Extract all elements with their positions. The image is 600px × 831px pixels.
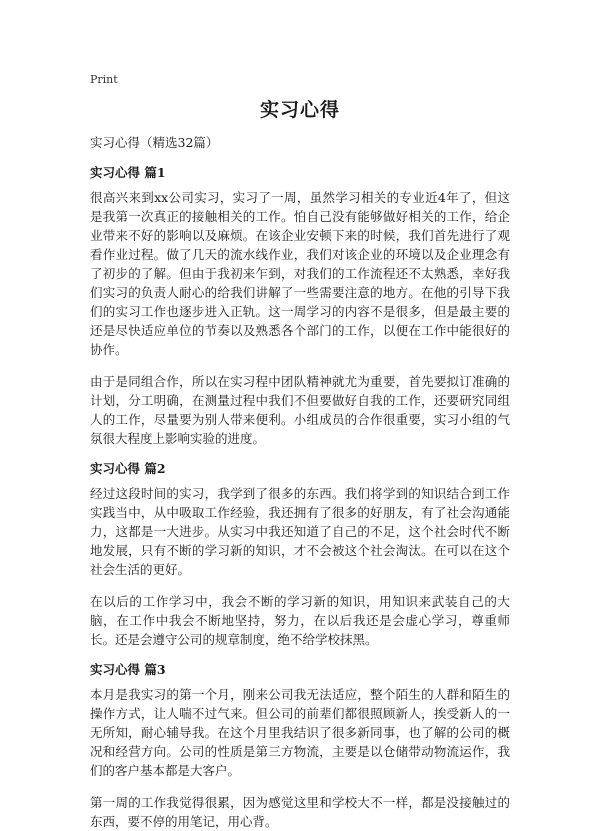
document-subtitle: 实习心得（精选32篇） (90, 135, 219, 150)
section-heading: 实习心得 篇3 (90, 662, 166, 677)
paragraph: 由于是同组合作，所以在实习程中团队精神就尤为重要，首先要拟订准确的计划，分工明确，在测量过程中我们不但要做好自我的工作，还要研究同组人的工作，尽量要为别人带来便利。小组成员的合作很重要，实习小组的气氛很大程度上影响实验的进度。 (90, 373, 510, 446)
paragraph: 经过这段时间的实习，我学到了很多的东西。我们将学到的知识结合到工作实践当中，从中吸取工作经验，我还拥有了很多的好朋友，有了社会沟通能力，这都是一大进步。从实习中我还知道了自己的不足，这个社会时代不断地发展，只有不断的学习新的知识，才不会被这个社会淘汰。在可以在这个社会生活的更好。 (90, 486, 510, 577)
print-label: Print (90, 73, 118, 86)
paragraph: 很高兴来到xx公司实习，实习了一周，虽然学习相关的专业近4年了，但这是我第一次真正的接触相关的工作。怕自己没有能够做好相关的工作，给企业带来不好的影响以及麻烦。在该企业安顿下来的时候，我们首先进行了观看作业过程。做了几天的流水线作业，我们对该企业的环境以及企业理念有了初步的了解。但由于我初来乍到，对我们的工作流程还不太熟悉，幸好我们实习的负责人耐心的给我们讲解了一些需要注意的地方。在他的引导下我们的实习工作也逐步进入正轨。这一周学习的内容不是很多，但是最主要的还是尽快适应单位的节奏以及熟悉各个部门的工作，以便在工作中能很好的协作。 (90, 190, 510, 357)
paragraph: 在以后的工作学习中，我会不断的学习新的知识，用知识来武装自己的大脑，在工作中我会不断地坚持，努力，在以后我还是会虚心学习，尊重师长。还是会遵守公司的规章制度，绝不给学校抹黑。 (90, 593, 510, 647)
section-heading: 实习心得 篇2 (90, 461, 166, 476)
document-title: 实习心得 (259, 99, 340, 121)
paragraph: 第一周的工作我觉得很累，因为感觉这里和学校大不一样，都是没接触过的东西，要不停的用笔记，用心背。 (90, 794, 510, 829)
paragraph: 本月是我实习的第一个月，刚来公司我无法适应，整个陌生的人群和陌生的操作方式，让人喘不过气来。但公司的前辈们都很照顾新人，挨受新人的一无所知，耐心辅导我。在这个月里我结识了很多新同事，也了解的公司的概况和经营方向。公司的性质是第三方物流，主要是以仓储带动物流运作，我们的客户基本都是大客户。 (90, 687, 510, 778)
section-3 (90, 661, 510, 831)
section-heading: 实习心得 篇1 (90, 165, 166, 180)
section-2 (90, 460, 510, 649)
section-1 (90, 164, 510, 448)
